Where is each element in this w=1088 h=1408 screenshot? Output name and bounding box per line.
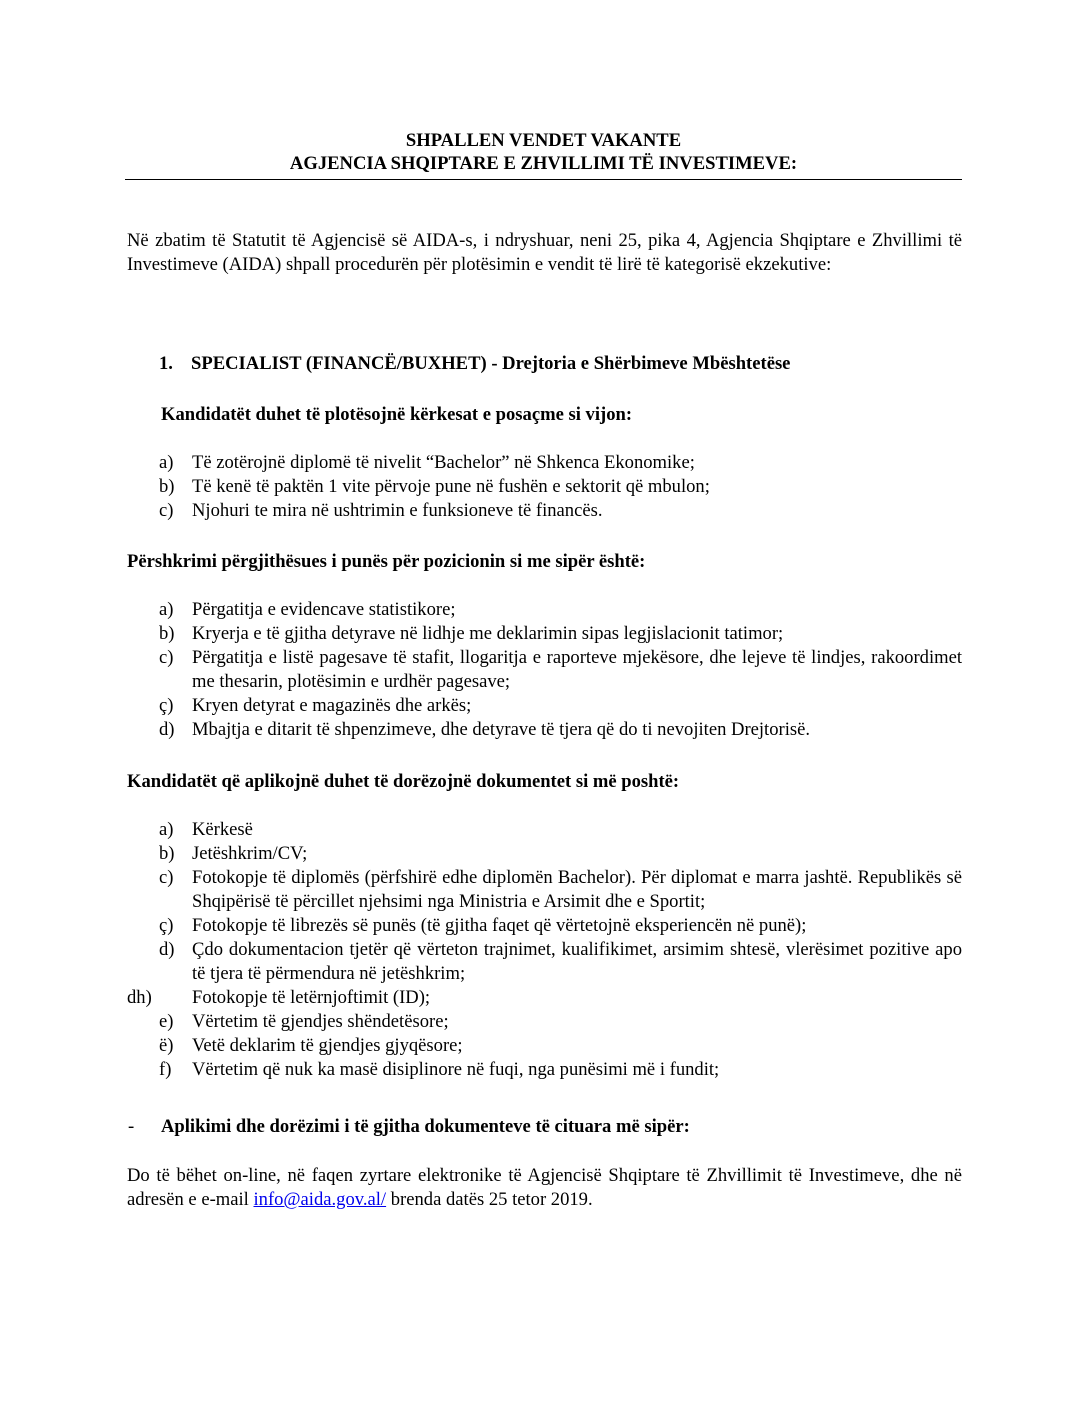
- application-heading: Aplikimi dhe dorëzimi i të gjitha dokumenteve të cituara më sipër:: [161, 1116, 690, 1137]
- document-title-line-1: SHPALLEN VENDET VAKANTE: [405, 130, 682, 151]
- application-paragraph: [127, 1164, 962, 1212]
- document-title-line-2: AGJENCIA SHQIPTARE E ZHVILLIMI TË INVESTIMEVE:: [289, 153, 798, 174]
- list-marker: a): [159, 452, 174, 473]
- requirement-item: [127, 475, 962, 499]
- email-link[interactable]: info@aida.gov.al/: [253, 1189, 387, 1210]
- list-item-text: Vetë deklarim të gjendjes gjyqësore;: [192, 1035, 463, 1056]
- duty-item: [127, 646, 962, 694]
- application-bullet: -: [128, 1116, 135, 1137]
- list-marker: e): [159, 1011, 174, 1032]
- document-item: [127, 938, 962, 986]
- list-item-text: Kryerja e të gjitha detyrave në lidhje me deklarimin sipas legjislacionit tatimor;: [192, 623, 784, 644]
- list-marker: c): [159, 500, 174, 521]
- requirement-item: [127, 499, 962, 523]
- list-marker: a): [159, 599, 174, 620]
- duty-item: [127, 598, 962, 622]
- duty-item: [127, 694, 962, 718]
- requirements-list: [127, 451, 962, 523]
- document-item: [127, 818, 962, 842]
- list-item-text: Jetëshkrim/CV;: [192, 843, 308, 864]
- list-marker: ë): [159, 1035, 174, 1056]
- documents-heading: Kandidatët që aplikojnë duhet të dorëzojnë dokumentet si më poshtë:: [127, 771, 680, 792]
- list-item-text: Fotokopje të diplomës (përfshirë edhe diplomën Bachelor). Për diplomat e marra jashtë. Republikës së Shqipërisë të përcillet njehsimi nga Ministria e Arsimit dhe e Sportit;: [192, 867, 962, 912]
- list-marker: c): [159, 867, 174, 888]
- position-number: 1.: [159, 353, 173, 374]
- list-item-text: Përgatitja e listë pagesave të stafit, llogaritja e raporteve mjekësore, dhe lejeve të lindjes, rakoordimet me thesarin, plotësimin e urdhër pagesave;: [192, 647, 962, 692]
- description-list: [127, 598, 962, 742]
- application-text-after: brenda datës 25 tetor 2019.: [386, 1189, 593, 1210]
- list-item-text: Vërtetim që nuk ka masë disiplinore në fuqi, nga punësimi më i fundit;: [192, 1059, 720, 1080]
- list-marker: d): [159, 719, 175, 740]
- requirement-item: [127, 451, 962, 475]
- list-item-text: Vërtetim të gjendjes shëndetësore;: [192, 1011, 449, 1032]
- list-item-text: Të kenë të paktën 1 vite përvoje pune në fushën e sektorit që mbulon;: [192, 476, 710, 497]
- list-item-text: Të zotërojnë diplomë të nivelit “Bachelor” në Shkenca Ekonomike;: [192, 452, 695, 473]
- list-item-text: Njohuri te mira në ushtrimin e funksioneve të financës.: [192, 500, 603, 521]
- list-marker: ç): [159, 695, 174, 716]
- list-marker: f): [159, 1059, 172, 1080]
- application-text-before: Do të bëhet on-line, në faqen zyrtare elektronike të Agjencisë Shqiptare të Zhvillimit të Investimeve, dhe në adresën e e-mail: [127, 1165, 962, 1210]
- list-marker: b): [159, 623, 175, 644]
- list-marker: c): [159, 647, 174, 668]
- description-heading: Përshkrimi përgjithësues i punës për pozicionin si me sipër është:: [127, 551, 646, 572]
- intro-paragraph: Në zbatim të Statutit të Agjencisë së AIDA-s, i ndryshuar, neni 25, pika 4, Agjencia Shqiptare e Zhvillimi të Investimeve (AIDA) shpall procedurën për plotësimin e vendit të lirë të kategorisë ekzekutive:: [127, 230, 962, 275]
- list-marker: ç): [159, 915, 174, 936]
- document-item: [127, 1034, 962, 1058]
- document-item: [127, 1010, 962, 1034]
- list-item-text: Kërkesë: [192, 819, 253, 840]
- document-item: [127, 866, 962, 914]
- list-item-text: Mbajtja e ditarit të shpenzimeve, dhe detyrave të tjera që do ti nevojiten Drejtorisë.: [192, 719, 811, 740]
- list-marker: dh): [127, 987, 152, 1008]
- duty-item: [127, 622, 962, 646]
- duty-item: [127, 718, 962, 742]
- list-item-text: Çdo dokumentacion tjetër që vërteton trajnimet, kualifikimet, arsimim shtesë, vlerësimet pozitive apo të tjera të përmendura në jetëshkrim;: [192, 939, 962, 984]
- list-marker: d): [159, 939, 175, 960]
- list-marker: b): [159, 843, 175, 864]
- list-item-text: Fotokopje të librezës së punës (të gjitha faqet që vërtetojnë eksperiencën në punë);: [192, 915, 807, 936]
- list-marker: b): [159, 476, 175, 497]
- list-marker: a): [159, 819, 174, 840]
- title-divider: [125, 179, 962, 180]
- document-item: [127, 986, 962, 1010]
- list-item-text: Kryen detyrat e magazinës dhe arkës;: [192, 695, 472, 716]
- document-item: [127, 842, 962, 866]
- document-item: [127, 914, 962, 938]
- documents-list: [127, 818, 962, 1082]
- list-item-text: Fotokopje të letërnjoftimit (ID);: [192, 987, 431, 1008]
- requirements-heading: Kandidatët duhet të plotësojnë kërkesat e posaçme si vijon:: [161, 404, 633, 425]
- position-title: SPECIALIST (FINANCË/BUXHET) - Drejtoria e Shërbimeve Mbështetëse: [191, 353, 791, 374]
- list-item-text: Përgatitja e evidencave statistikore;: [192, 599, 456, 620]
- document-item: [127, 1058, 962, 1082]
